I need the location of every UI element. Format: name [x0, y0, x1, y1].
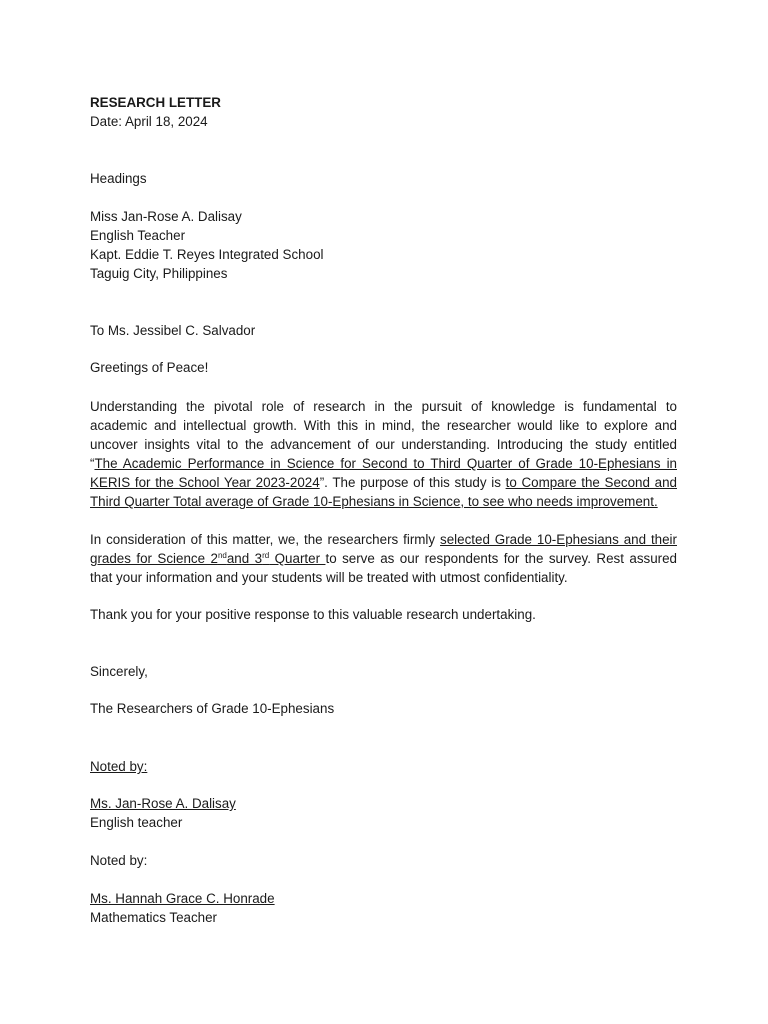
respondents-text: and 3: [226, 551, 263, 566]
respondents-text: grades for Science 2: [90, 551, 218, 566]
respondents-underlined: [90, 551, 325, 566]
purpose-intro: ”. The purpose of this study is: [319, 475, 506, 490]
study-title-part: The Academic Performance in Science for Second to Third Quarter of Grade 10-Ephesians in: [94, 456, 677, 471]
body1-line: [90, 473, 677, 492]
noted-by-label-1: Noted by:: [90, 759, 148, 774]
body2-line: [90, 530, 677, 549]
letter-date: Date: April 18, 2024: [90, 114, 208, 129]
noted-by-label-2: Noted by:: [90, 853, 148, 868]
signature: The Researchers of Grade 10-Ephesians: [90, 701, 335, 716]
closing: Sincerely,: [90, 664, 148, 679]
to-line: To Ms. Jessibel C. Salvador: [90, 323, 256, 338]
noter-name-2: Ms. Hannah Grace C. Honrade: [90, 891, 275, 906]
study-purpose-part: to Compare the Second and: [505, 475, 677, 490]
thanks-line: Thank you for your positive response to this valuable research undertaking.: [90, 607, 536, 622]
letter-title: RESEARCH LETTER: [90, 95, 221, 110]
study-purpose-part: Third Quarter Total average of Grade 10-Ephesians in Science, to see who needs improvement.: [90, 494, 658, 509]
body2-line: that your information and your students will be treated with utmost confidentiality.: [90, 570, 568, 585]
body1-line: academic and intellectual growth. With this in mind, the researcher would like to explore and: [90, 418, 677, 433]
greeting: Greetings of Peace!: [90, 360, 209, 375]
body-paragraph-2: [90, 530, 677, 587]
open-quote: “: [90, 456, 95, 471]
superscript-rd: rd: [262, 551, 270, 560]
noter-name-1: Ms. Jan-Rose A. Dalisay: [90, 796, 236, 811]
study-title-part: KERIS for the School Year 2023-2024: [90, 475, 320, 490]
respondents-text: Quarter: [269, 551, 326, 566]
body1-line: [90, 492, 677, 511]
body2-text: In consideration of this matter, we, the researchers firmly: [90, 532, 441, 547]
recipient-name: Miss Jan-Rose A. Dalisay: [90, 209, 242, 224]
body-paragraph-1: [90, 397, 677, 511]
body1-line: [90, 454, 677, 473]
body1-line: uncover insights vital to the advancement of our understanding. Introducing the study entitled: [90, 437, 677, 452]
body2-text: to serve as our respondents for the survey. Rest assured: [325, 551, 678, 566]
body2-line: [90, 549, 677, 568]
headings-label: Headings: [90, 171, 147, 186]
respondents-underlined: selected Grade 10-Ephesians and their: [440, 532, 677, 547]
noter-role-1: English teacher: [90, 815, 183, 830]
recipient-school: Kapt. Eddie T. Reyes Integrated School: [90, 247, 324, 262]
noter-role-2: Mathematics Teacher: [90, 910, 218, 925]
recipient-position: English Teacher: [90, 228, 186, 243]
superscript-nd: nd: [217, 551, 227, 560]
recipient-city: Taguig City, Philippines: [90, 266, 228, 281]
body1-line: Understanding the pivotal role of research in the pursuit of knowledge is fundamental to: [90, 399, 677, 414]
